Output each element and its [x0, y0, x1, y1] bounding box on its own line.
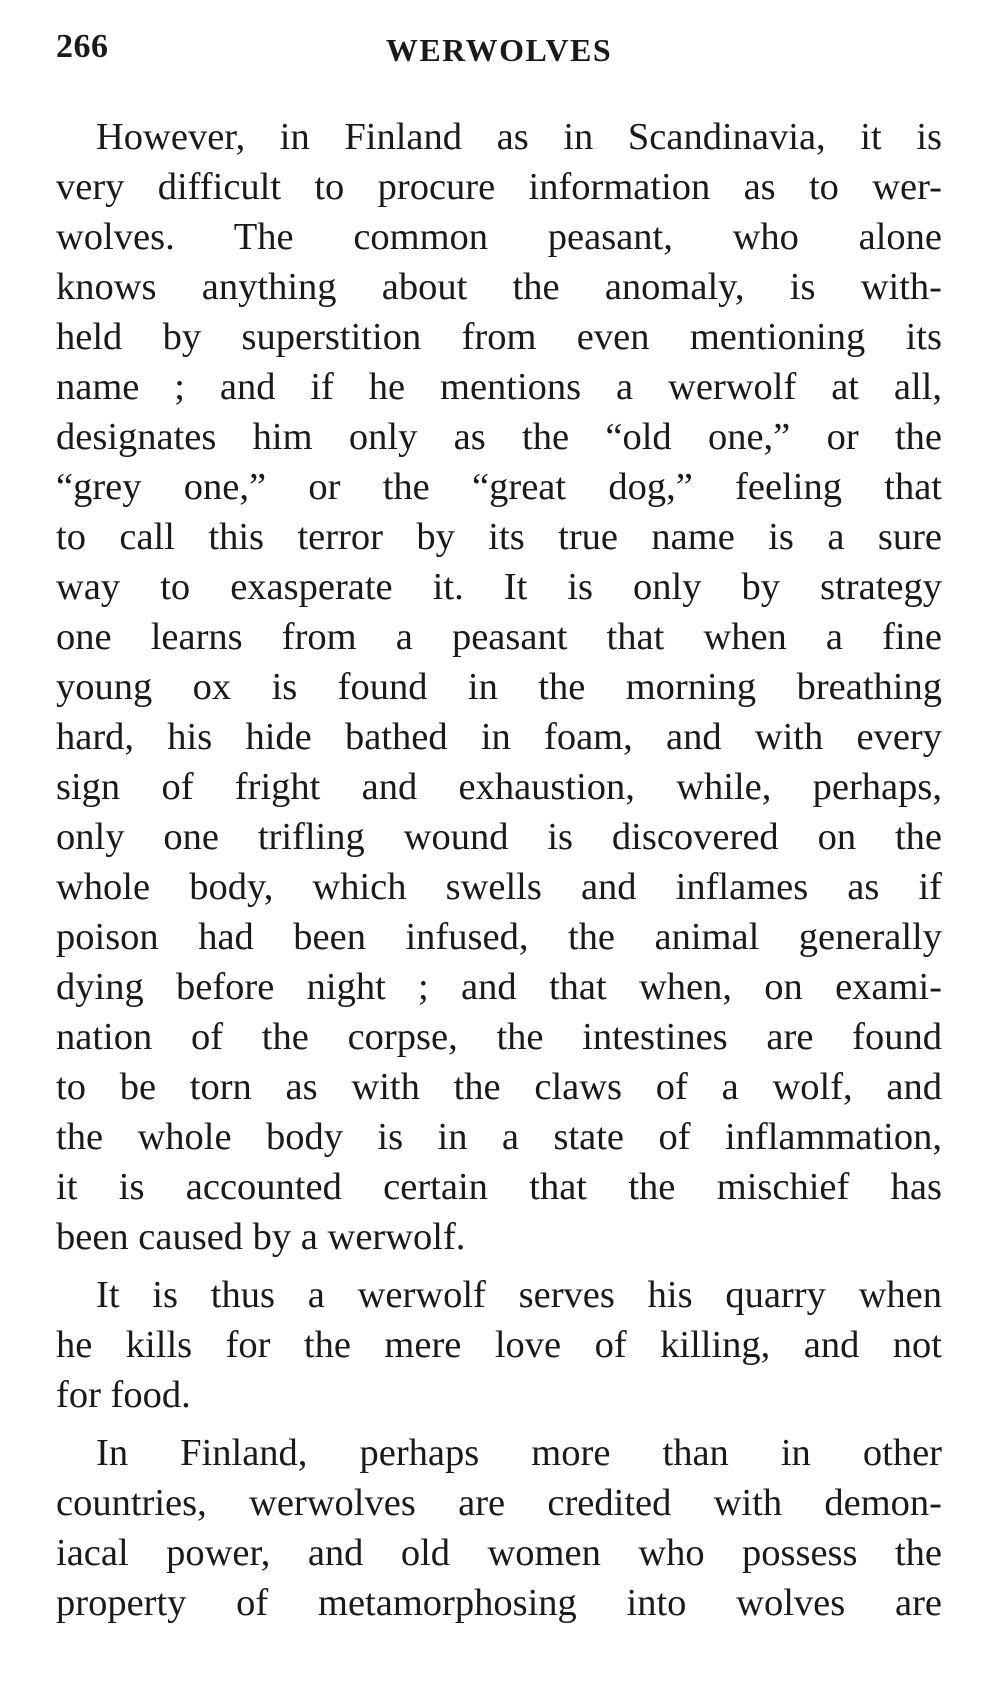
text-line: property of metamorphosing into wolves are	[56, 1582, 942, 1624]
text-line: one learns from a peasant that when a fine	[56, 616, 942, 658]
text-line: the whole body is in a state of inflammation,	[56, 1116, 942, 1158]
text-line: it is accounted certain that the mischief has	[56, 1166, 942, 1208]
paragraph-1	[56, 112, 942, 1262]
text-line: been caused by a werwolf.	[56, 1216, 466, 1258]
text-line: dying before night ; and that when, on exami-	[56, 966, 942, 1008]
text-line: iacal power, and old women who possess the	[56, 1532, 942, 1574]
text-line: name ; and if he mentions a werwolf at all,	[56, 366, 942, 408]
paragraph-3	[56, 1428, 942, 1628]
running-head: WERWOLVES	[385, 32, 613, 68]
text-line: However, in Finland as in Scandinavia, it is	[96, 116, 942, 158]
text-line: wolves. The common peasant, who alone	[56, 216, 942, 258]
body-text	[56, 112, 942, 1636]
text-line: “grey one,” or the “great dog,” feeling that	[56, 466, 942, 508]
text-line: hard, his hide bathed in foam, and with every	[56, 716, 942, 758]
text-line: countries, werwolves are credited with demon-	[56, 1482, 942, 1524]
text-line: way to exasperate it. It is only by strategy	[56, 566, 942, 608]
page-header	[56, 24, 942, 84]
page-number: 266	[56, 28, 109, 65]
text-line: for food.	[56, 1374, 191, 1416]
text-line: In Finland, perhaps more than in other	[96, 1432, 942, 1474]
paragraph-2	[56, 1270, 942, 1420]
text-line: nation of the corpse, the intestines are found	[56, 1016, 942, 1058]
text-line: It is thus a werwolf serves his quarry when	[96, 1274, 942, 1316]
text-line: poison had been infused, the animal generally	[56, 916, 942, 958]
text-line: sign of fright and exhaustion, while, perhaps,	[56, 766, 942, 808]
text-line: to call this terror by its true name is a sure	[56, 516, 942, 558]
text-line: young ox is found in the morning breathing	[56, 666, 942, 708]
text-line: held by superstition from even mentioning its	[56, 316, 942, 358]
text-line: he kills for the mere love of killing, and not	[56, 1324, 942, 1366]
text-line: whole body, which swells and inflames as if	[56, 866, 942, 908]
text-line: to be torn as with the claws of a wolf, and	[56, 1066, 942, 1108]
text-line: knows anything about the anomaly, is with-	[56, 266, 942, 308]
text-line: very difficult to procure information as to wer-	[56, 166, 942, 208]
text-line: designates him only as the “old one,” or the	[56, 416, 942, 458]
text-line: only one trifling wound is discovered on the	[56, 816, 942, 858]
